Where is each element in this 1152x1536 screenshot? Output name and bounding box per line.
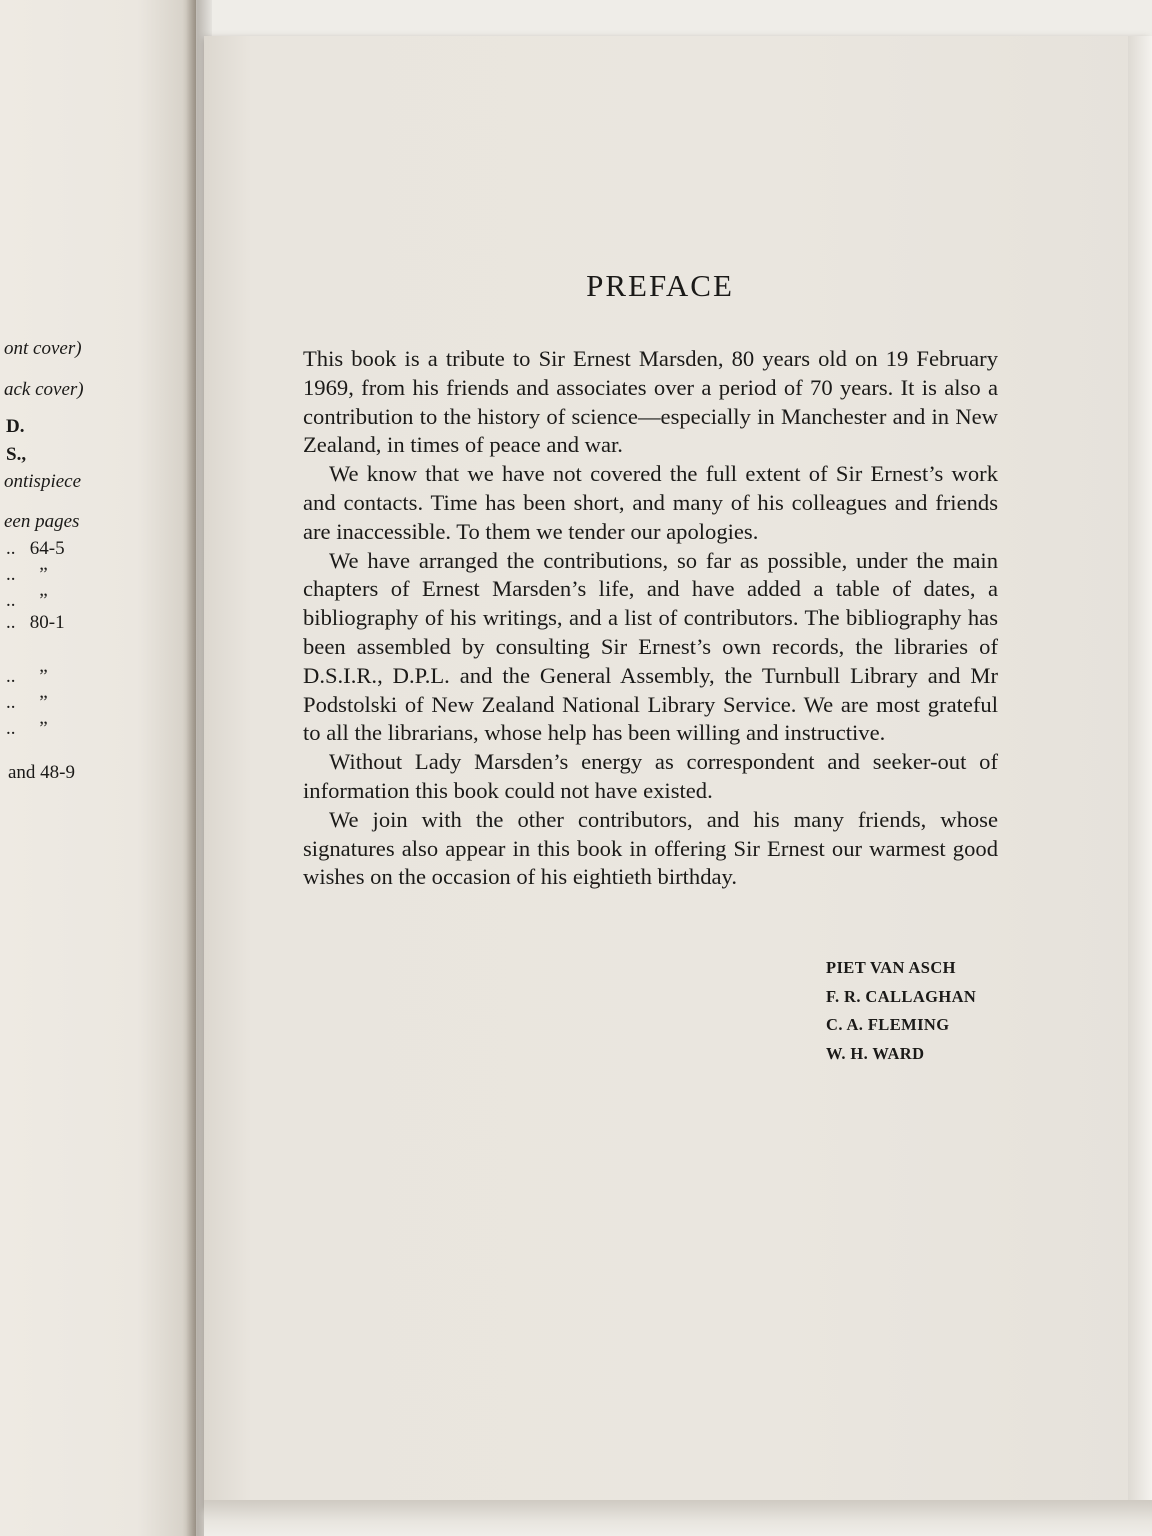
paragraph: We know that we have not covered the full extent of Sir Ernest’s work and contacts. Time has been short, and many of his colleagues and friends are inaccessible. To them we tender our apologies. [303,461,998,544]
contents-line: .. 64-5 [6,538,65,559]
signatories [826,954,1016,1068]
contents-line: ont cover) [4,338,82,359]
contents-line: .. 80-1 [6,612,65,633]
preface-body [303,345,998,892]
left-page [0,0,196,1536]
contents-line: D. [6,416,25,437]
contents-line: .. ” [6,590,48,611]
contents-line: ack cover) [4,379,84,400]
contents-line: een pages [4,511,80,532]
signatory-name: F. R. CALLAGHAN [826,986,977,1006]
contents-line: .. ” [6,666,48,687]
signatory-name: W. H. WARD [826,1043,925,1063]
signatory-name: PIET VAN ASCH [826,958,956,977]
contents-fragment [0,330,196,800]
contents-line: .. ” [6,718,48,739]
page-edge [1128,36,1152,1508]
paragraph: We have arranged the contributions, so far as possible, under the main chapters of Ernest Marsden’s life, and have added a table of dates, a bibliography of his writings, and a list of contributors. The bibliography has been assembled by consulting Sir Ernest’s own records, the libraries of D.S.I.R., D.P.L. and the General Assembly, the Turnbull Library and Mr Podstolski of New Zealand National Library Service. We are most grateful to all the librarians, whose help has been willing and instructive. [303,547,998,746]
contents-line: ontispiece [4,471,82,492]
bottom-shadow [204,1500,1152,1536]
contents-line: S., [6,444,27,465]
page-title: PREFACE [586,268,734,303]
contents-line: .. ” [6,564,48,585]
paragraph: This book is a tribute to Sir Ernest Marsden, 80 years old on 19 February 1969, from his friends and associates over a period of 70 years. It is also a contribution to the history of science—especially in Manchester and in New Zealand, in times of peace and war. [303,346,998,458]
contents-line: .. ” [6,692,48,713]
signatory-name: C. A. FLEMING [826,1015,950,1034]
paragraph: We join with the other contributors, and his many friends, whose signatures also appear in this book in offering Sir Ernest our warmest good wishes on the occasion of his eightieth birthday. [303,806,998,890]
contents-line: and 48-9 [8,762,76,783]
paragraph: Without Lady Marsden’s energy as correspondent and seeker-out of information this book could not have existed. [303,749,998,803]
